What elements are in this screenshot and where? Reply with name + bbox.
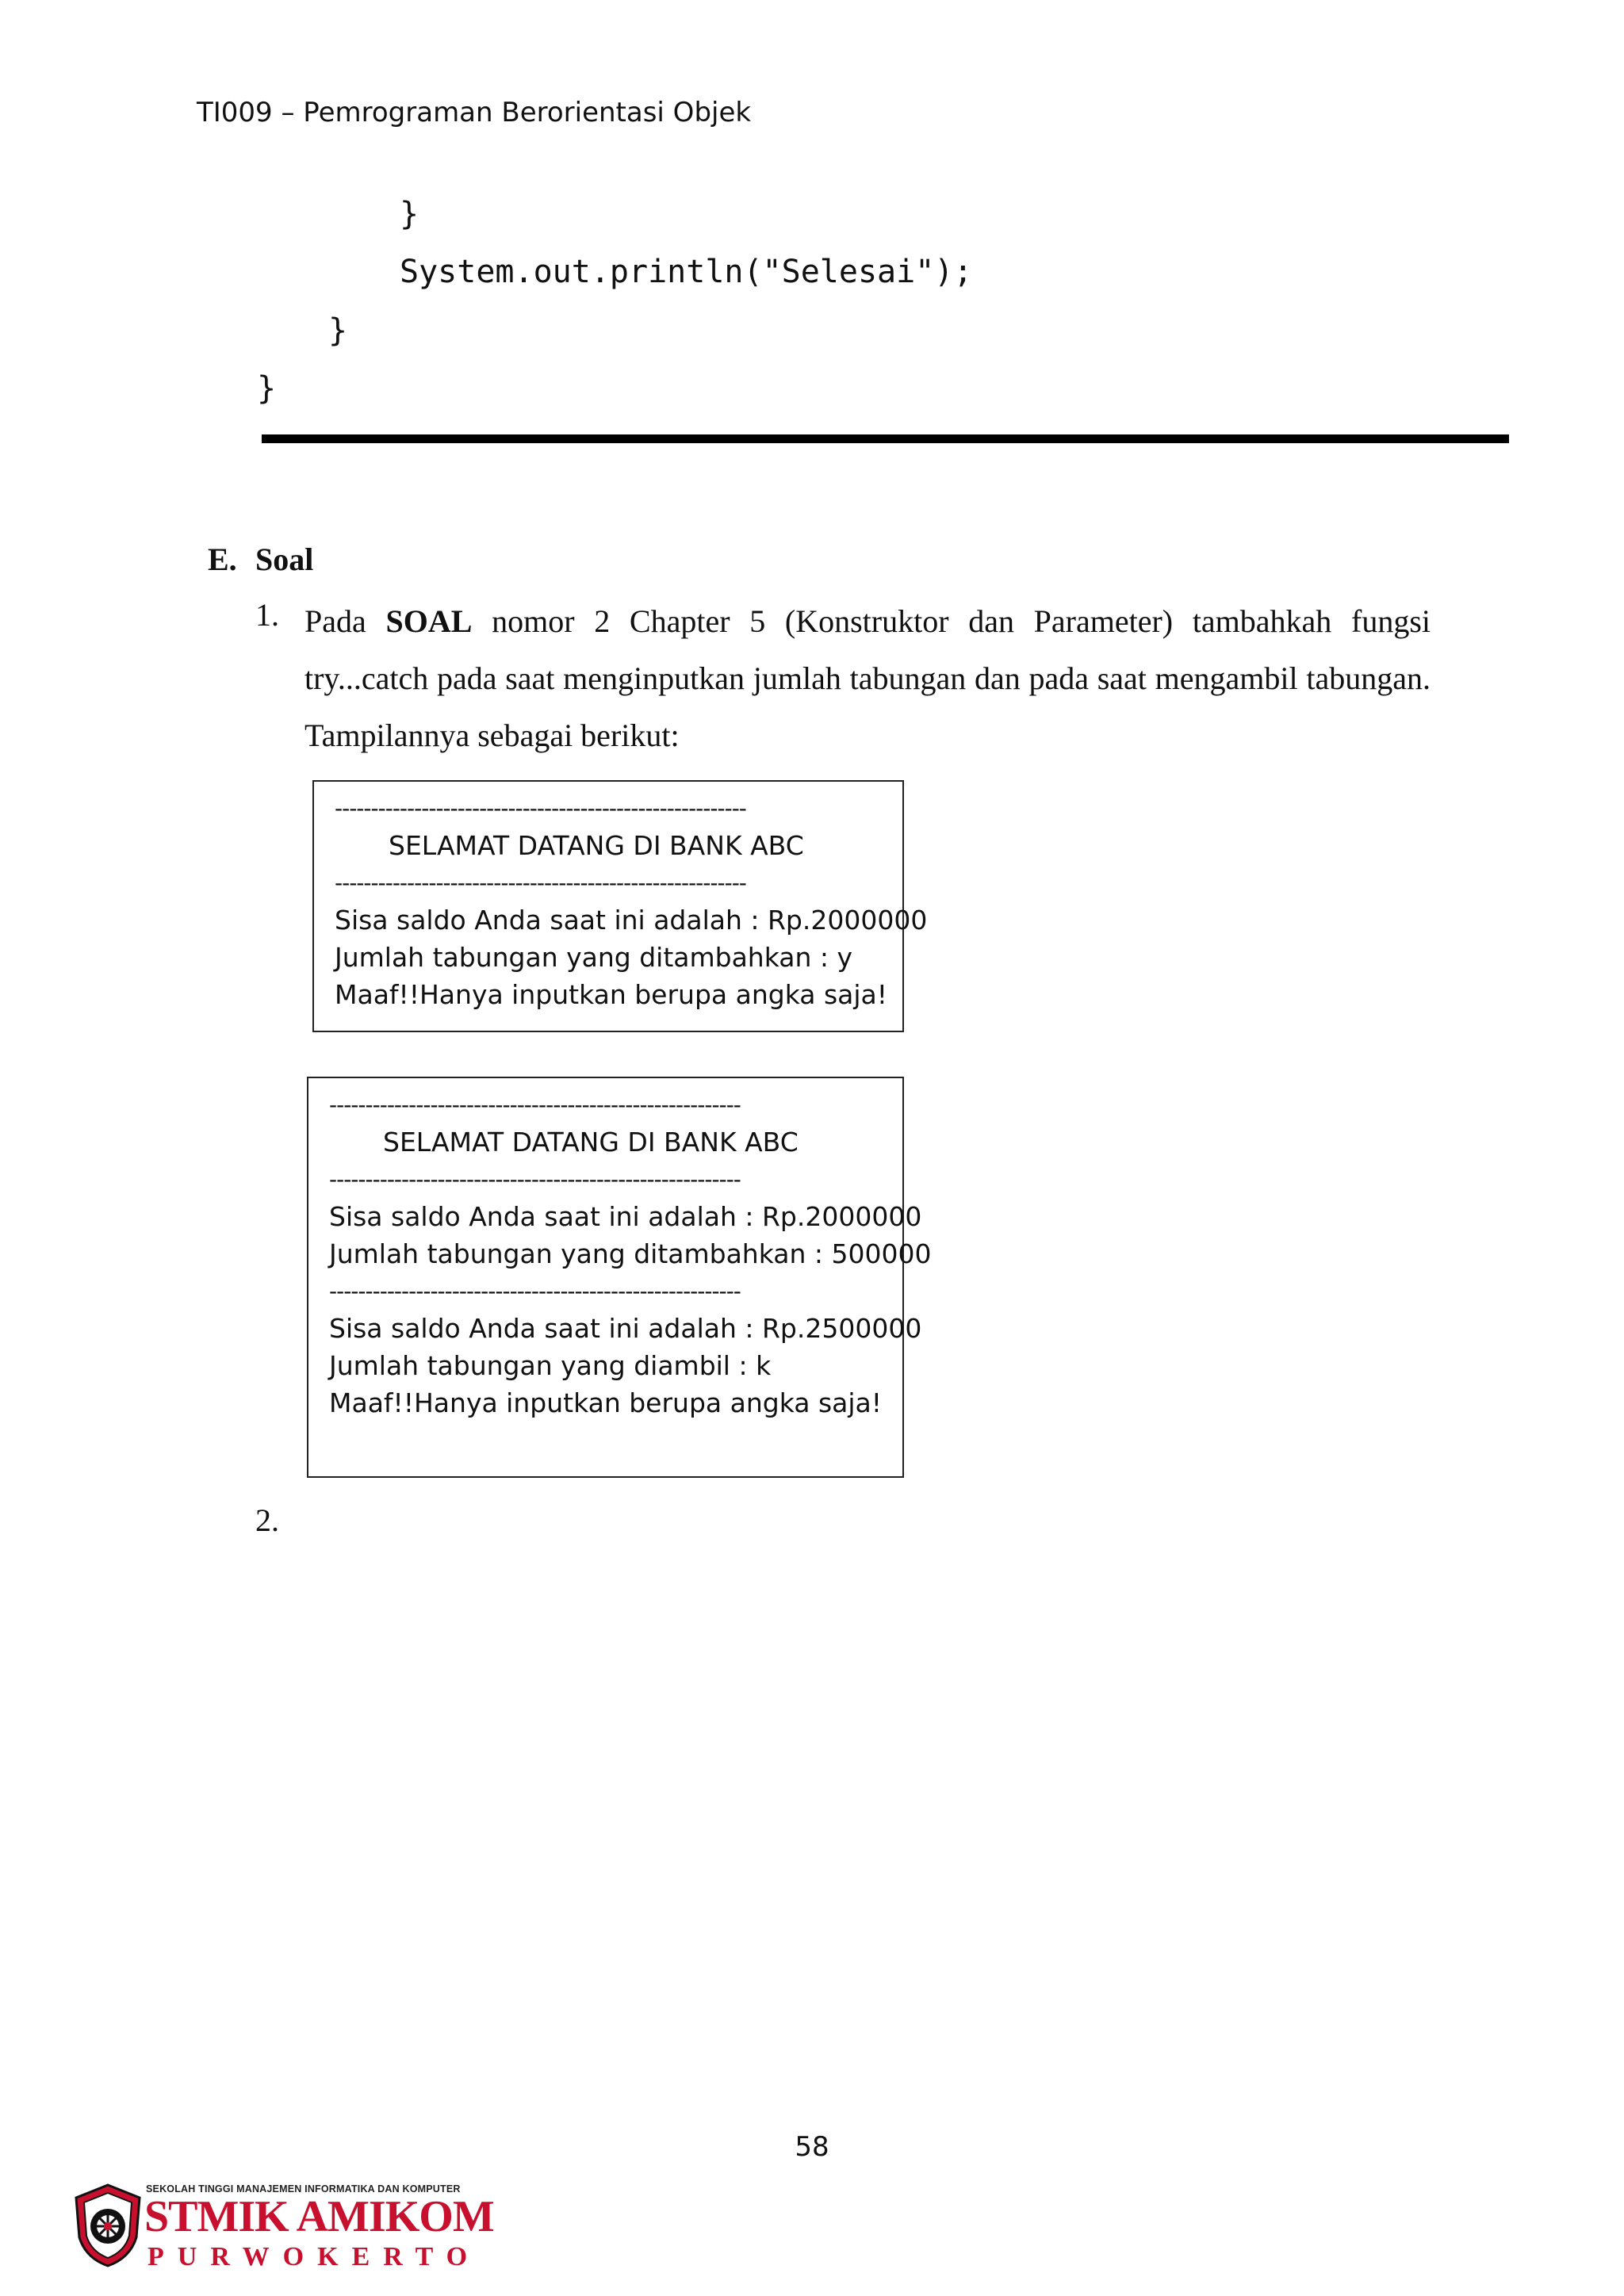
institution-logo <box>70 2182 494 2277</box>
question-number: 1. <box>255 597 279 633</box>
logo-name: STMIK AMIKOM <box>144 2192 494 2241</box>
console-welcome: SELAMAT DATANG DI BANK ABC <box>389 830 804 861</box>
question-text-bold: SOAL <box>385 603 473 639</box>
console-separator: --------------------------------------------------------- <box>329 1092 741 1118</box>
console-line: Maaf!!Hanya inputkan berupa angka saja! <box>329 1387 882 1418</box>
section-title <box>208 541 313 578</box>
section-label: Soal <box>255 541 314 577</box>
console-line: Jumlah tabungan yang ditambahkan : 500000 <box>329 1238 932 1269</box>
console-output-box <box>312 780 928 1032</box>
console-line: Sisa saldo Anda saat ini adalah : Rp.2500000 <box>329 1313 922 1344</box>
console-output-box <box>307 1077 932 1478</box>
shield-emblem-icon <box>70 2182 146 2269</box>
console-separator: --------------------------------------------------------- <box>335 870 746 896</box>
question-text <box>304 593 1431 764</box>
code-line-close-brace: } <box>257 370 277 407</box>
document-header: TI009 – Pemrograman Berorientasi Objek <box>197 97 752 128</box>
question-number: 2. <box>255 1502 279 1538</box>
code-line-close-brace: } <box>400 196 419 232</box>
page-number: 58 <box>795 2131 829 2163</box>
question-text-part: nomor 2 Chapter 5 (Konstruktor dan Parameter) tambahkah fungsi try...catch pada saat menginputkan jumlah tabungan dan pada saat mengambil tabungan. Tampilannya sebagai berikut: <box>304 603 1431 753</box>
logo-city: PURWOKERTO <box>147 2242 481 2271</box>
console-separator: --------------------------------------------------------- <box>335 795 746 821</box>
console-separator: --------------------------------------------------------- <box>329 1166 741 1192</box>
logo-tagline: SEKOLAH TINGGI MANAJEMEN INFORMATIKA DAN KOMPUTER <box>146 2183 461 2195</box>
code-line-println: System.out.println("Selesai"); <box>400 254 973 290</box>
console-line: Sisa saldo Anda saat ini adalah : Rp.2000000 <box>329 1201 922 1232</box>
console-line: Maaf!!Hanya inputkan berupa angka saja! <box>335 979 887 1010</box>
divider-rule <box>262 434 1509 443</box>
question-text-part: Pada <box>304 603 386 639</box>
console-welcome: SELAMAT DATANG DI BANK ABC <box>383 1127 799 1158</box>
code-line-close-brace: } <box>328 312 348 349</box>
console-line: Jumlah tabungan yang ditambahkan : y <box>335 942 853 973</box>
console-line: Jumlah tabungan yang diambil : k <box>329 1350 772 1381</box>
console-separator: --------------------------------------------------------- <box>329 1278 741 1304</box>
console-line: Sisa saldo Anda saat ini adalah : Rp.2000000 <box>335 905 928 936</box>
section-letter: E. <box>208 541 237 577</box>
